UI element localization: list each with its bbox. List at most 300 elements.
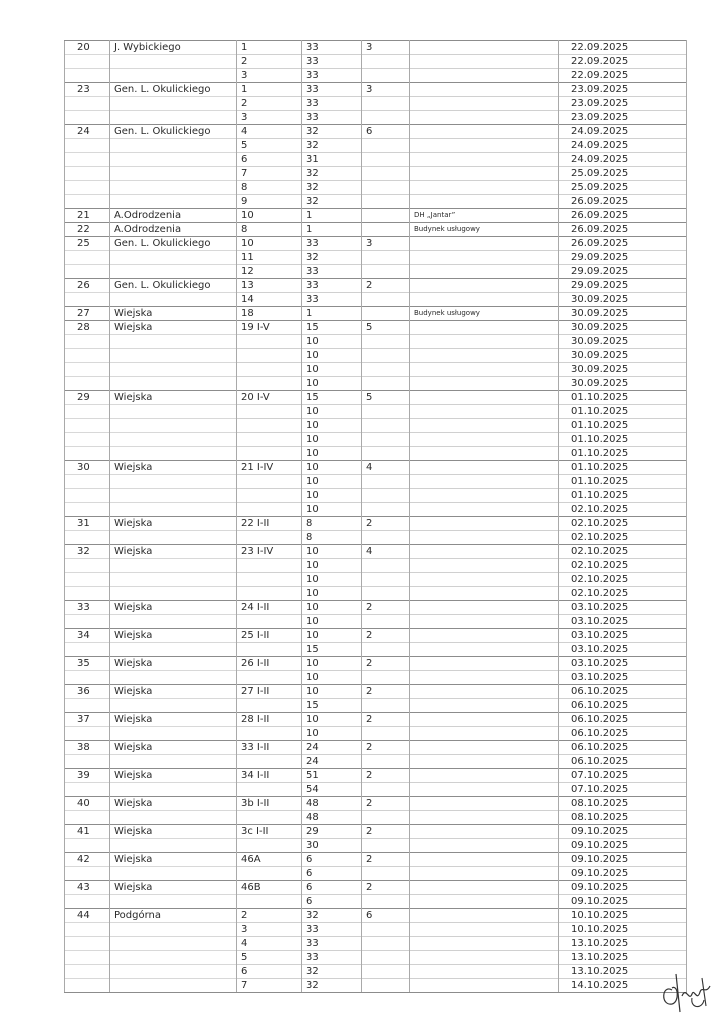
entry-number-cell	[65, 69, 110, 83]
building-cell: 10	[237, 209, 302, 223]
street-cell	[110, 489, 237, 503]
building-cell	[237, 419, 302, 433]
table-row	[65, 195, 687, 209]
table-row	[65, 377, 687, 391]
note-cell	[410, 979, 559, 993]
entry-number-cell	[65, 405, 110, 419]
date-cell: 22.09.2025	[559, 41, 687, 55]
street-cell	[110, 293, 237, 307]
street-cell: Wiejska	[110, 545, 237, 559]
street-cell	[110, 377, 237, 391]
group-cell	[362, 867, 410, 881]
street-cell	[110, 335, 237, 349]
note-cell	[410, 853, 559, 867]
building-cell: 3c I-II	[237, 825, 302, 839]
street-cell	[110, 55, 237, 69]
street-cell	[110, 615, 237, 629]
count-cell: 10	[302, 377, 362, 391]
table-row	[65, 531, 687, 545]
date-cell: 13.10.2025	[559, 937, 687, 951]
entry-number-cell	[65, 923, 110, 937]
table-row	[65, 615, 687, 629]
entry-number-cell	[65, 671, 110, 685]
street-cell	[110, 839, 237, 853]
date-cell: 26.09.2025	[559, 237, 687, 251]
street-cell	[110, 783, 237, 797]
group-cell	[362, 839, 410, 853]
note-cell	[410, 97, 559, 111]
entry-number-cell: 20	[65, 41, 110, 55]
note-cell	[410, 923, 559, 937]
street-cell	[110, 139, 237, 153]
group-cell: 2	[362, 517, 410, 531]
note-cell	[410, 265, 559, 279]
count-cell: 33	[302, 41, 362, 55]
table-row	[65, 685, 687, 699]
note-cell	[410, 293, 559, 307]
group-cell	[362, 895, 410, 909]
building-cell: 3	[237, 111, 302, 125]
street-cell: Wiejska	[110, 657, 237, 671]
table-row	[65, 517, 687, 531]
date-cell: 06.10.2025	[559, 685, 687, 699]
street-cell	[110, 937, 237, 951]
building-cell	[237, 349, 302, 363]
date-cell: 03.10.2025	[559, 657, 687, 671]
date-cell: 09.10.2025	[559, 867, 687, 881]
note-cell	[410, 41, 559, 55]
group-cell	[362, 265, 410, 279]
building-cell	[237, 615, 302, 629]
street-cell: Wiejska	[110, 769, 237, 783]
table-row	[65, 657, 687, 671]
table-row	[65, 853, 687, 867]
entry-number-cell	[65, 195, 110, 209]
note-cell	[410, 867, 559, 881]
entry-number-cell	[65, 251, 110, 265]
table-row	[65, 573, 687, 587]
note-cell	[410, 783, 559, 797]
entry-number-cell	[65, 55, 110, 69]
building-cell	[237, 559, 302, 573]
entry-number-cell	[65, 573, 110, 587]
date-cell: 09.10.2025	[559, 853, 687, 867]
entry-number-cell	[65, 965, 110, 979]
street-cell	[110, 349, 237, 363]
group-cell	[362, 811, 410, 825]
street-cell	[110, 181, 237, 195]
table-row	[65, 349, 687, 363]
table-row	[65, 293, 687, 307]
count-cell: 15	[302, 321, 362, 335]
entry-number-cell: 31	[65, 517, 110, 531]
count-cell: 51	[302, 769, 362, 783]
street-cell: Wiejska	[110, 391, 237, 405]
group-cell: 4	[362, 545, 410, 559]
count-cell: 15	[302, 643, 362, 657]
entry-number-cell	[65, 419, 110, 433]
note-cell	[410, 699, 559, 713]
count-cell: 32	[302, 195, 362, 209]
date-cell: 30.09.2025	[559, 321, 687, 335]
group-cell	[362, 755, 410, 769]
date-cell: 09.10.2025	[559, 825, 687, 839]
entry-number-cell: 40	[65, 797, 110, 811]
entry-number-cell: 34	[65, 629, 110, 643]
date-cell: 06.10.2025	[559, 713, 687, 727]
note-cell	[410, 531, 559, 545]
building-cell: 13	[237, 279, 302, 293]
table-row	[65, 629, 687, 643]
count-cell: 1	[302, 307, 362, 321]
note-cell	[410, 517, 559, 531]
note-cell	[410, 713, 559, 727]
table-row	[65, 895, 687, 909]
table-row	[65, 391, 687, 405]
date-cell: 23.09.2025	[559, 83, 687, 97]
table-row	[65, 83, 687, 97]
street-cell	[110, 153, 237, 167]
entry-number-cell	[65, 531, 110, 545]
date-cell: 13.10.2025	[559, 951, 687, 965]
count-cell: 24	[302, 755, 362, 769]
note-cell: DH „Jantar”	[410, 209, 559, 223]
building-cell	[237, 531, 302, 545]
note-cell	[410, 839, 559, 853]
building-cell: 3	[237, 923, 302, 937]
table-row	[65, 237, 687, 251]
date-cell: 01.10.2025	[559, 475, 687, 489]
building-cell: 25 I-II	[237, 629, 302, 643]
group-cell	[362, 349, 410, 363]
entry-number-cell	[65, 111, 110, 125]
entry-number-cell: 38	[65, 741, 110, 755]
building-cell: 2	[237, 909, 302, 923]
group-cell: 2	[362, 685, 410, 699]
date-cell: 02.10.2025	[559, 587, 687, 601]
note-cell	[410, 83, 559, 97]
note-cell	[410, 573, 559, 587]
building-cell	[237, 811, 302, 825]
note-cell: Budynek usługowy	[410, 223, 559, 237]
note-cell	[410, 461, 559, 475]
count-cell: 15	[302, 699, 362, 713]
building-cell: 46B	[237, 881, 302, 895]
entry-number-cell	[65, 139, 110, 153]
table-row	[65, 265, 687, 279]
group-cell	[362, 559, 410, 573]
date-cell: 03.10.2025	[559, 615, 687, 629]
count-cell: 10	[302, 713, 362, 727]
building-cell	[237, 699, 302, 713]
building-cell: 22 I-II	[237, 517, 302, 531]
building-cell: 2	[237, 55, 302, 69]
building-cell: 20 I-V	[237, 391, 302, 405]
street-cell: Wiejska	[110, 713, 237, 727]
note-cell	[410, 279, 559, 293]
group-cell	[362, 965, 410, 979]
count-cell: 10	[302, 405, 362, 419]
note-cell	[410, 965, 559, 979]
street-cell	[110, 363, 237, 377]
group-cell	[362, 153, 410, 167]
table-row	[65, 881, 687, 895]
entry-number-cell	[65, 265, 110, 279]
street-cell	[110, 699, 237, 713]
table-row	[65, 503, 687, 517]
table-row	[65, 839, 687, 853]
note-cell	[410, 405, 559, 419]
note-cell	[410, 139, 559, 153]
date-cell: 10.10.2025	[559, 909, 687, 923]
street-cell	[110, 447, 237, 461]
table-row	[65, 741, 687, 755]
note-cell	[410, 811, 559, 825]
building-cell: 9	[237, 195, 302, 209]
building-cell: 7	[237, 167, 302, 181]
count-cell: 54	[302, 783, 362, 797]
street-cell: Wiejska	[110, 601, 237, 615]
date-cell: 10.10.2025	[559, 923, 687, 937]
note-cell	[410, 503, 559, 517]
count-cell: 33	[302, 55, 362, 69]
table-row	[65, 545, 687, 559]
count-cell: 6	[302, 867, 362, 881]
group-cell: 6	[362, 909, 410, 923]
entry-number-cell	[65, 615, 110, 629]
entry-number-cell	[65, 839, 110, 853]
entry-number-cell	[65, 755, 110, 769]
group-cell: 5	[362, 321, 410, 335]
entry-number-cell	[65, 489, 110, 503]
date-cell: 25.09.2025	[559, 181, 687, 195]
note-cell	[410, 69, 559, 83]
note-cell	[410, 55, 559, 69]
entry-number-cell	[65, 727, 110, 741]
street-cell: Wiejska	[110, 741, 237, 755]
building-cell: 3b I-II	[237, 797, 302, 811]
building-cell	[237, 839, 302, 853]
group-cell	[362, 503, 410, 517]
count-cell: 10	[302, 349, 362, 363]
entry-number-cell	[65, 937, 110, 951]
date-cell: 25.09.2025	[559, 167, 687, 181]
entry-number-cell	[65, 97, 110, 111]
date-cell: 24.09.2025	[559, 139, 687, 153]
building-cell	[237, 727, 302, 741]
group-cell	[362, 97, 410, 111]
entry-number-cell: 42	[65, 853, 110, 867]
street-cell: Wiejska	[110, 797, 237, 811]
building-cell	[237, 503, 302, 517]
group-cell: 2	[362, 769, 410, 783]
count-cell: 32	[302, 965, 362, 979]
note-cell: Budynek usługowy	[410, 307, 559, 321]
group-cell	[362, 139, 410, 153]
entry-number-cell: 37	[65, 713, 110, 727]
street-cell: A.Odrodzenia	[110, 209, 237, 223]
note-cell	[410, 447, 559, 461]
street-cell	[110, 503, 237, 517]
date-cell: 01.10.2025	[559, 433, 687, 447]
street-cell	[110, 167, 237, 181]
street-cell	[110, 419, 237, 433]
table-row	[65, 181, 687, 195]
building-cell: 4	[237, 937, 302, 951]
group-cell	[362, 937, 410, 951]
building-cell: 1	[237, 41, 302, 55]
street-cell: Wiejska	[110, 685, 237, 699]
table-row	[65, 419, 687, 433]
table-row	[65, 489, 687, 503]
building-cell: 12	[237, 265, 302, 279]
entry-number-cell	[65, 503, 110, 517]
count-cell: 1	[302, 209, 362, 223]
entry-number-cell: 29	[65, 391, 110, 405]
date-cell: 06.10.2025	[559, 727, 687, 741]
building-cell: 3	[237, 69, 302, 83]
group-cell	[362, 951, 410, 965]
count-cell: 29	[302, 825, 362, 839]
count-cell: 10	[302, 727, 362, 741]
count-cell: 1	[302, 223, 362, 237]
date-cell: 09.10.2025	[559, 895, 687, 909]
note-cell	[410, 629, 559, 643]
date-cell: 13.10.2025	[559, 965, 687, 979]
building-cell	[237, 433, 302, 447]
table-row	[65, 223, 687, 237]
date-cell: 09.10.2025	[559, 839, 687, 853]
building-cell	[237, 405, 302, 419]
building-cell	[237, 755, 302, 769]
count-cell: 32	[302, 139, 362, 153]
building-cell: 27 I-II	[237, 685, 302, 699]
group-cell	[362, 447, 410, 461]
entry-number-cell: 26	[65, 279, 110, 293]
count-cell: 10	[302, 671, 362, 685]
date-cell: 30.09.2025	[559, 293, 687, 307]
street-cell	[110, 251, 237, 265]
group-cell	[362, 671, 410, 685]
street-cell	[110, 951, 237, 965]
street-cell	[110, 195, 237, 209]
street-cell	[110, 265, 237, 279]
table-row	[65, 363, 687, 377]
count-cell: 33	[302, 111, 362, 125]
group-cell	[362, 573, 410, 587]
count-cell: 10	[302, 363, 362, 377]
street-cell	[110, 433, 237, 447]
note-cell	[410, 237, 559, 251]
table-row	[65, 307, 687, 321]
group-cell	[362, 979, 410, 993]
building-cell: 34 I-II	[237, 769, 302, 783]
count-cell: 33	[302, 83, 362, 97]
group-cell	[362, 727, 410, 741]
date-cell: 03.10.2025	[559, 601, 687, 615]
group-cell	[362, 699, 410, 713]
table-row	[65, 643, 687, 657]
entry-number-cell	[65, 951, 110, 965]
building-cell: 5	[237, 139, 302, 153]
table-row	[65, 405, 687, 419]
table-row	[65, 559, 687, 573]
group-cell	[362, 209, 410, 223]
note-cell	[410, 643, 559, 657]
street-cell	[110, 755, 237, 769]
note-cell	[410, 769, 559, 783]
building-cell	[237, 363, 302, 377]
street-cell	[110, 69, 237, 83]
entry-number-cell	[65, 335, 110, 349]
date-cell: 24.09.2025	[559, 153, 687, 167]
table-row	[65, 125, 687, 139]
group-cell	[362, 55, 410, 69]
entry-number-cell: 33	[65, 601, 110, 615]
street-cell	[110, 671, 237, 685]
group-cell	[362, 643, 410, 657]
building-cell	[237, 573, 302, 587]
date-cell: 02.10.2025	[559, 573, 687, 587]
table-row	[65, 447, 687, 461]
count-cell: 33	[302, 265, 362, 279]
note-cell	[410, 363, 559, 377]
street-cell	[110, 811, 237, 825]
table-row	[65, 797, 687, 811]
entry-number-cell	[65, 699, 110, 713]
street-cell: J. Wybickiego	[110, 41, 237, 55]
entry-number-cell	[65, 895, 110, 909]
entry-number-cell: 35	[65, 657, 110, 671]
street-cell	[110, 475, 237, 489]
table-row	[65, 153, 687, 167]
table-row	[65, 825, 687, 839]
building-cell: 10	[237, 237, 302, 251]
date-cell: 30.09.2025	[559, 349, 687, 363]
table-row	[65, 41, 687, 55]
date-cell: 24.09.2025	[559, 125, 687, 139]
building-cell	[237, 489, 302, 503]
group-cell: 2	[362, 741, 410, 755]
building-cell	[237, 447, 302, 461]
date-cell: 03.10.2025	[559, 643, 687, 657]
note-cell	[410, 937, 559, 951]
table-row	[65, 335, 687, 349]
street-cell	[110, 643, 237, 657]
group-cell	[362, 363, 410, 377]
note-cell	[410, 741, 559, 755]
street-cell	[110, 727, 237, 741]
note-cell	[410, 685, 559, 699]
street-cell	[110, 965, 237, 979]
date-cell: 30.09.2025	[559, 335, 687, 349]
date-cell: 26.09.2025	[559, 209, 687, 223]
date-cell: 02.10.2025	[559, 559, 687, 573]
table-row	[65, 755, 687, 769]
group-cell	[362, 251, 410, 265]
group-cell	[362, 587, 410, 601]
group-cell	[362, 405, 410, 419]
note-cell	[410, 657, 559, 671]
entry-number-cell: 36	[65, 685, 110, 699]
entry-number-cell: 28	[65, 321, 110, 335]
entry-number-cell: 32	[65, 545, 110, 559]
date-cell: 06.10.2025	[559, 699, 687, 713]
table-row	[65, 951, 687, 965]
count-cell: 10	[302, 545, 362, 559]
group-cell: 4	[362, 461, 410, 475]
date-cell: 29.09.2025	[559, 279, 687, 293]
